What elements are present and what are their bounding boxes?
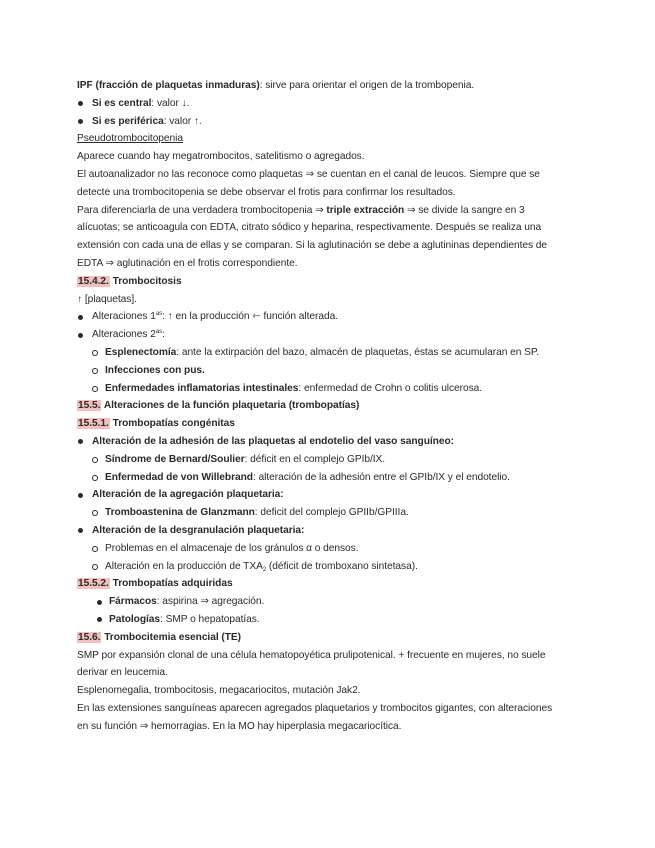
paragraph-line <box>77 202 587 220</box>
section-number: 15.5.1. <box>78 418 109 430</box>
document-body <box>77 77 587 735</box>
section-number: 15.6. <box>78 631 101 643</box>
list-item <box>77 611 587 629</box>
list-item <box>77 326 587 344</box>
paragraph-line: ↑ [plaquetas]. <box>77 293 137 305</box>
subscript: 2 <box>262 566 267 573</box>
superscript: as <box>155 311 163 318</box>
infecciones-term: Infecciones con pus. <box>105 364 205 376</box>
bullet-icon <box>97 617 102 622</box>
sublist-item <box>77 469 587 487</box>
text-span: : deficit del complejo GPIIb/GPIIIa. <box>254 507 409 519</box>
sublist-item <box>77 344 587 362</box>
bullet-icon <box>78 315 83 320</box>
eii-term: Enfermedades inflamatorias intestinales <box>105 382 299 394</box>
superscript: as <box>155 329 163 336</box>
section-number: 15.4.2. <box>78 275 109 287</box>
paragraph-line: EDTA ⇒ aglutinación en el frotis correspondiente. <box>77 257 298 269</box>
circle-bullet-icon <box>92 475 98 481</box>
list-item <box>77 593 587 611</box>
von-willebrand-term: Enfermedad de von Willebrand <box>105 471 253 483</box>
section-heading-15-4-2 <box>77 273 587 291</box>
paragraph-line: alícuotas; se anticoagula con EDTA, citrato sódico y heparina, respectivamente. Después se realiza una <box>77 222 542 234</box>
paragraph-line: derivar en leucemia. <box>77 667 168 679</box>
text-span: Alteración en la producción de TXA <box>105 560 263 572</box>
circle-bullet-icon <box>92 564 98 570</box>
ipf-periferica-term: Si es periférica <box>92 115 164 127</box>
text-span: : <box>162 329 165 341</box>
ipf-central-term: Si es central <box>92 97 152 109</box>
sublist-item <box>77 540 587 558</box>
text-span: Alteraciones 1 <box>92 311 156 323</box>
ipf-paragraph <box>77 77 587 95</box>
ipf-periferica-text: : valor ↑. <box>163 115 202 127</box>
section-title: Alteraciones de la función plaquetaria (trombopatías) <box>101 400 360 412</box>
bullet-icon <box>97 600 102 605</box>
text-span: ⇒ se divide la sangre en 3 <box>404 204 525 216</box>
paragraph-line: El autoanalizador no las reconoce como plaquetas ⇒ se cuentan en el canal de leucos. Siempre que se <box>77 168 540 180</box>
paragraph-line: detecte una trombocitopenia se debe observar el frotis para confirmar los resultados. <box>77 186 456 198</box>
text-span: : déficit en el complejo GPIb/IX. <box>244 453 386 465</box>
section-heading-15-5 <box>77 397 587 415</box>
text-span: : SMP o hepatopatías. <box>160 613 260 625</box>
bullet-icon <box>78 439 83 444</box>
list-item <box>77 308 587 326</box>
section-title: Trombopatías adquiridas <box>109 578 233 590</box>
section-heading-15-6 <box>77 629 587 647</box>
paragraph-line: En las extensiones sanguíneas aparecen agregados plaquetarios y trombocitos gigantes, con alteraciones <box>77 702 553 714</box>
text-span: : aspirina ⇒ agregación. <box>156 596 265 608</box>
text-span: Alteración de la desgranulación plaquetaria: <box>92 524 305 536</box>
paragraph-line: Esplenomegalia, trombocitosis, megacariocitos, mutación Jak2. <box>77 685 361 697</box>
circle-bullet-icon <box>92 350 98 356</box>
circle-bullet-icon <box>92 510 98 516</box>
section-number: 15.5.2. <box>78 578 109 590</box>
bullet-icon <box>78 528 83 533</box>
text-span: : ante la extirpación del bazo, almacén de plaquetas, éstas se acumularan en SP. <box>176 346 540 358</box>
ipf-term: IPF (fracción de plaquetas inmaduras) <box>77 80 260 91</box>
text-span: Alteración de la agregación plaquetaria: <box>92 489 284 501</box>
section-title: Trombopatías congénitas <box>109 418 235 430</box>
paragraph-line: Aparece cuando hay megatrombocitos, satelitismo o agregados. <box>77 151 365 163</box>
section-heading-15-5-2 <box>77 575 587 593</box>
patologias-term: Patologías <box>109 613 161 625</box>
list-item <box>77 113 587 131</box>
circle-bullet-icon <box>92 368 98 374</box>
list-item <box>77 522 587 540</box>
text-span: Alteraciones 2 <box>92 329 156 341</box>
list-item <box>77 95 587 113</box>
text-span: Alteración de la adhesión de las plaquetas al endotelio del vaso sanguíneo: <box>92 435 454 447</box>
paragraph-line: en su función ⇒ hemorragias. En la MO hay hiperplasia megacariocítica. <box>77 720 402 732</box>
sublist-item <box>77 362 587 380</box>
text-span: : enfermedad de Crohn o colitis ulcerosa. <box>298 382 483 394</box>
circle-bullet-icon <box>92 386 98 392</box>
bullet-icon <box>78 119 83 124</box>
esplenectomia-term: Esplenectomía <box>105 346 177 358</box>
bullet-icon <box>78 493 83 498</box>
text-span: : ↑ en la producción ⇽ función alterada. <box>162 311 338 323</box>
farmacos-term: Fármacos <box>109 596 157 608</box>
circle-bullet-icon <box>92 457 98 463</box>
list-item <box>77 433 587 451</box>
sublist-item <box>77 558 587 576</box>
ipf-definition: : sirve para orientar el origen de la trombopenia. <box>259 80 475 91</box>
sublist-item <box>77 380 587 398</box>
circle-bullet-icon <box>92 546 98 552</box>
bernard-soulier-term: Síndrome de Bernard/Soulier <box>105 453 245 465</box>
sublist-item <box>77 504 587 522</box>
text-span: Problemas en el almacenaje de los gránulos α o densos. <box>105 542 359 554</box>
ipf-central-text: : valor ↓. <box>151 97 190 109</box>
sublist-item <box>77 451 587 469</box>
text-span: (déficit de tromboxano sintetasa). <box>266 560 418 572</box>
section-title: Trombocitosis <box>109 275 182 287</box>
section-number: 15.5. <box>78 400 101 412</box>
triple-extraccion-term: triple extracción <box>326 204 405 216</box>
paragraph-line: SMP por expansión clonal de una célula hematopoyética prulipotenical. + frecuente en mujeres, no suele <box>77 649 546 661</box>
pseudotrombocitopenia-heading: Pseudotrombocitopenia <box>77 133 183 145</box>
list-item <box>77 486 587 504</box>
glanzmann-term: Tromboastenina de Glanzmann <box>105 507 255 519</box>
section-heading-15-5-1 <box>77 415 587 433</box>
section-title: Trombocitemia esencial (TE) <box>101 631 241 643</box>
bullet-icon <box>78 333 83 338</box>
bullet-icon <box>78 101 83 106</box>
text-span: : alteración de la adhesión entre el GPIb/IX y el endotelio. <box>252 471 510 483</box>
paragraph-line: extensión con cada una de ellas y se comparan. Si la aglutinación se debe a aglutininas dependientes de <box>77 240 548 252</box>
text-span: Para diferenciarla de una verdadera trombocitopenia ⇒ <box>77 204 327 216</box>
